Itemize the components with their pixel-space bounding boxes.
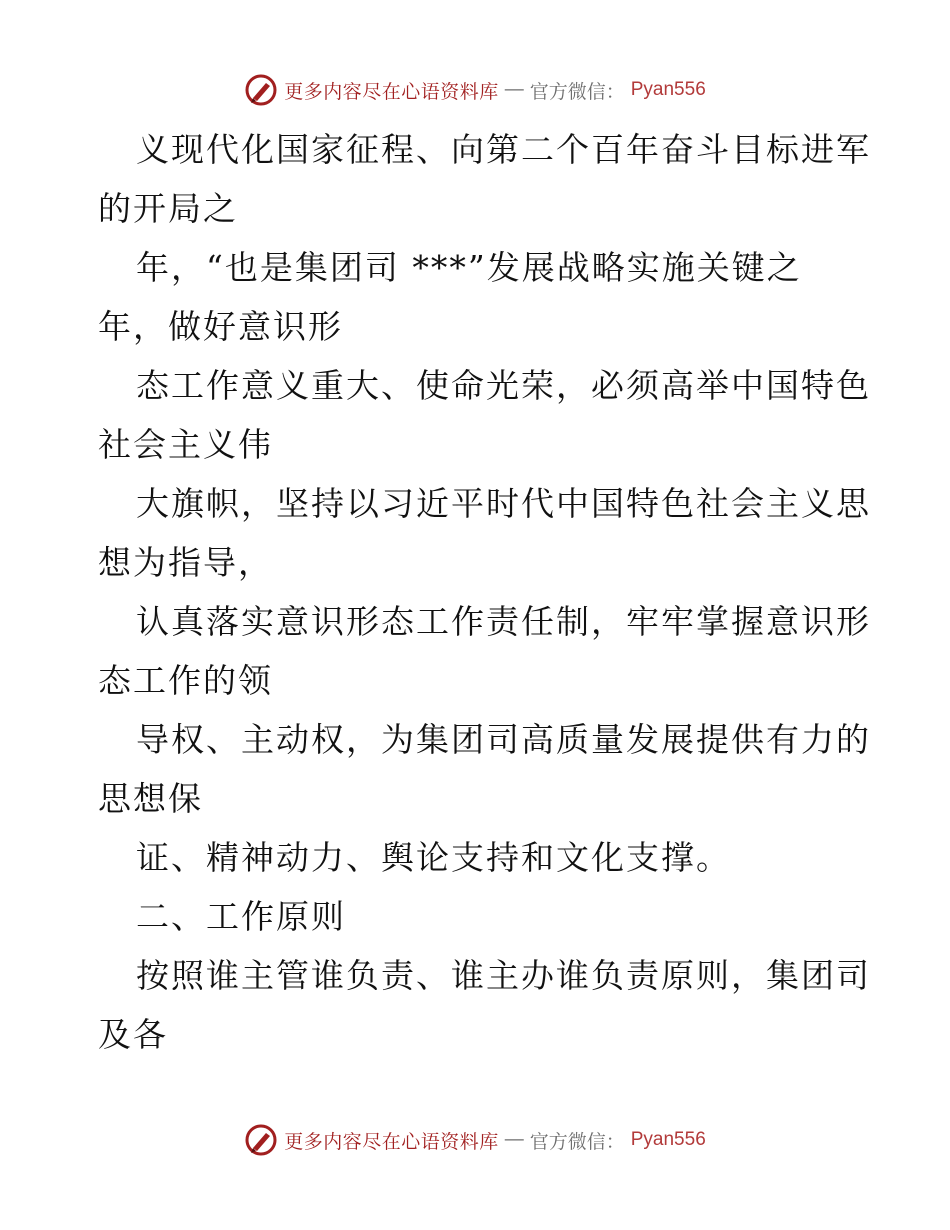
footer-wechat-label: 官方微信：	[529, 1131, 625, 1153]
text-line: 年，做好意识形	[98, 307, 343, 346]
text-line: 年，“也是集团司 ***”发展战略实施关键之	[136, 248, 802, 287]
text-line: 二、工作原则	[136, 897, 346, 936]
text-line: 想为指导，	[98, 543, 273, 582]
pen-logo-icon	[244, 73, 278, 107]
text-line: 的开局之	[98, 189, 238, 228]
text-line: 及各	[98, 1015, 168, 1054]
text-line: 大旗帜，坚持以习近平时代中国特色社会主义思	[136, 484, 871, 523]
text-line: 思想保	[98, 779, 203, 818]
text-line: 证、精神动力、舆论支持和文化支撑。	[136, 838, 731, 877]
footer-separator: —	[504, 1129, 524, 1150]
text-line: 认真落实意识形态工作责任制，牢牢掌握意识形	[136, 602, 871, 641]
pen-logo-icon	[244, 1123, 278, 1157]
text-line: 按照谁主管谁负责、谁主办谁负责原则，集团司	[136, 956, 871, 995]
footer-watermark	[0, 1120, 950, 1160]
footer-brand-text: 更多内容尽在心语资料库	[284, 1131, 499, 1153]
header-watermark	[0, 70, 950, 110]
footer-wechat-id: Pyan556	[630, 1129, 706, 1150]
header-separator: —	[504, 79, 524, 100]
text-line: 态工作意义重大、使命光荣，必须高举中国特色	[136, 366, 871, 405]
header-wechat-label: 官方微信：	[529, 81, 625, 103]
text-line: 义现代化国家征程、向第二个百年奋斗目标进军	[136, 130, 871, 169]
document-body	[98, 120, 871, 1064]
text-line: 导权、主动权，为集团司高质量发展提供有力的	[136, 720, 871, 759]
header-brand-text: 更多内容尽在心语资料库	[284, 81, 499, 103]
header-wechat-id: Pyan556	[630, 79, 706, 100]
text-line: 态工作的领	[98, 661, 273, 700]
text-line: 社会主义伟	[98, 425, 273, 464]
